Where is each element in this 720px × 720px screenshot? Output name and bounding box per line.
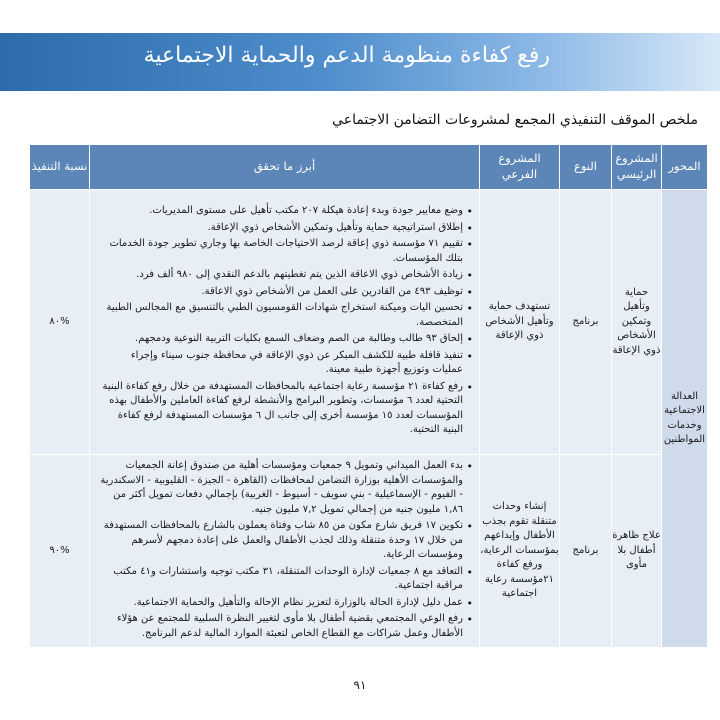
page-number: ٩١ [353,678,367,692]
rate-cell: %٩٠ [30,455,90,648]
achievement-item: • إلحاق ٩٣ طالب وطالبة من الصم وضعاف السمع بكليات التربية النوعية ودمجهم. [98,332,473,347]
main-project-cell: حماية وتأهيل وتمكين الأشخاص ذوي الإعاقة [612,190,662,455]
type-cell: برنامج [560,190,612,455]
header-type: النوع [560,145,612,190]
achievement-item: • إطلاق استراتيجية حماية وتأهيل وتمكين الأشخاص ذوي الإعاقة. [98,221,473,236]
achievement-item: • تحسين اليات وميكنة استخراج شهادات القومسيون الطبي بالتنسيق مع المجالس الطبية المتخصصة. [98,301,473,330]
header-achievements: أبرز ما تحقق [90,145,480,190]
achievement-item: • تنفيذ قافلة طبية للكشف المبكر عن ذوي الإعاقة في محافظة جنوب سيناء وإجراء عمليات وتوزيع أجهزة طبية معينة. [98,349,473,378]
header-rate: نسبة التنفيذ [30,145,90,190]
header-main-project: المشروع الرئيسي [612,145,662,190]
achievement-item: • التعاقد مع ٨ جمعيات لإدارة الوحدات المتنقلة، ٣١ مكتب توجيه واستشارات و٤١ مكتب مراقبة اجتماعية. [98,565,473,594]
achievement-item: • تقييم ٧١ مؤسسة ذوي إعاقة لرصد الاحتياجات الخاصة بها وجاري تطوير جودة الخدمات بتلك المؤسسات. [98,237,473,266]
page-title: رفع كفاءة منظومة الدعم والحماية الاجتماعية [143,43,550,68]
header-sub-project: المشروع الفرعي [480,145,560,190]
achievement-item: • عمل دليل لإدارة الحالة بالوزارة لتعزيز نظام الإحالة والتأهيل والحماية الاجتماعية. [98,596,473,611]
achievements-cell [90,455,480,648]
achievement-item: • تكوين ١٧ فريق شارع مكون من ٨٥ شاب وفتاة يعملون بالشارع بالمحافظات المستهدفة من خلال ١٧ وحدة متنقلة وذلك لجذب الأطفال والعمل على إعادة دمجهم لأسرهم ومؤسسات الرعاية. [98,519,473,563]
achievements-cell [90,190,480,455]
table-header-row [30,145,708,190]
achievement-item: • رفع الوعي المجتمعي بقضية أطفال بلا مأوى لتغيير النظرة السلبية للمجتمع عن هؤلاء الأطفال وعمل شراكات مع القطاع الخاص لتعبئة الموارد المالية لدعم البرنامج. [98,612,473,641]
type-cell: برنامج [560,455,612,648]
sub-project-cell: إنشاء وحدات متنقلة تقوم بجذب الأطفال وإيداعهم بمؤسسات الرعاية، ورفع كفاءة ٢١مؤسسة رعاية اجتماعية [480,455,560,648]
main-project-cell: علاج ظاهرة أطفال بلا مأوى [612,455,662,648]
axis-cell: العدالة الاجتماعية وخدمات المواطنين [662,190,708,648]
title-banner [0,33,720,91]
table-row [30,190,708,455]
section-subtitle: ملخص الموقف التنفيذي المجمع لمشروعات التضامن الاجتماعي [332,112,698,128]
projects-table [30,144,708,648]
table-row [30,455,708,648]
achievement-item: • توظيف ٤٩٣ من القادرين على العمل من الأشخاص ذوي الاعاقة. [98,285,473,300]
header-axis: المحور [662,145,708,190]
achievement-item: • زيادة الأشخاص ذوي الاعاقة الذين يتم تغطيتهم بالدعم النقدي إلى ٩٨٠ ألف فرد. [98,268,473,283]
achievement-item: • بدء العمل الميداني وتمويل ٩ جمعيات ومؤسسات أهلية من صندوق إعانة الجمعيات والمؤسسات الأهلية بوزارة التضامن لمحافظات (القاهرة - الجيزة - القليوبية - الاسكندرية - الفيوم - الإسماعيلية - بني سويف - أسيوط - الغربية) بإجمالي دفعات تمويل أكثر من ١,٨٦ مليون جنيه من إجمالي تمويل ٧,٢ مليون جنيه. [98,459,473,517]
achievement-item: • وضع معايير جودة وبدء إعادة هيكلة ٢٠٧ مكتب تأهيل على مستوى المديريات. [98,204,473,219]
achievement-item: • رفع كفاءة ٢١ مؤسسة رعاية اجتماعية بالمحافظات المستهدفة من خلال رفع كفاءة البنية التحتية لعدد ٦ مؤسسات، وتطوير البرامج والأنشطة لرفع كفاءة العاملين والأطفال بهذه المؤسسات لعدد ١٥ مؤسسة أخرى إلى جانب ال ٦ مؤسسات المستهدفة لرفع كفاءة البنية التحتية. [98,380,473,438]
sub-project-cell: تستهدف حماية وتأهيل الأشخاص ذوي الإعاقة [480,190,560,455]
rate-cell: %٨٠ [30,190,90,455]
